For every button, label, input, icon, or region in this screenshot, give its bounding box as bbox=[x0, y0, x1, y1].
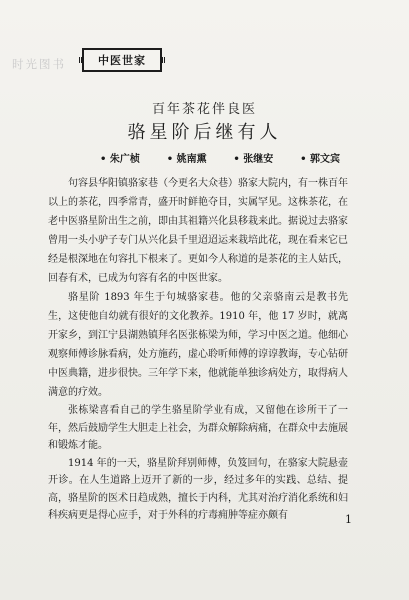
body-paragraph: 张栋梁喜看自己的学生骆星阶学业有成，又留他在诊所干了一年，然后鼓励学生大胆走上社会，为群众解除病痛，在群众中去施展和锻炼才能。 bbox=[48, 405, 348, 451]
author-name: • 郭文宾 bbox=[300, 150, 340, 165]
article-subtitle: 百年茶花伴良医 bbox=[151, 102, 257, 117]
article-body bbox=[48, 174, 348, 525]
watermark: 时光图书 bbox=[12, 57, 66, 71]
body-paragraph: 句容县华阳镇骆家巷（今更名大众巷）骆家大院内，有一株百年以上的茶花，四季常青，盛开时鲜艳夺目，实属罕见。这株茶花，在老中医骆星阶出生之前，即由其祖籍兴化县移栽来此。据说过去骆家曾用一头小驴子专门从兴化县千里迢迢运来栽培此花，现在看来它已经是根深地在句容扎下根来了。更如今人称道的是茶花的主人姑氏，回春有术，已成为句容有名的中医世家。 bbox=[48, 178, 348, 284]
author-name: • 朱广桢 bbox=[100, 150, 140, 165]
author-name: • 张继安 bbox=[233, 150, 273, 165]
article-title: 骆星阶后继有人 bbox=[127, 122, 282, 143]
body-paragraph: 1914 年的一天，骆星阶拜别师傅，负笈回句，在骆家大院悬壶开诊。在人生道路上迈开了新的一步，经过多年的实践、总结、提高，骆星阶的医术日趋成熟，擅长于内科，尤其对治疗消化系统和妇科疾病更是得心应手，对于外科的疔毒痈肿等症亦颇有 bbox=[48, 457, 348, 521]
column-badge: 中医世家 bbox=[82, 48, 162, 72]
author-list bbox=[100, 150, 340, 165]
body-paragraph: 骆星阶 1893 年生于句城骆家巷。他的父亲骆南云是教书先生，这使他自幼就有很好的文化教养。1910 年，他 17 岁时，就离开家乡，到江宁县湖熟镇拜名医张栋梁为师，学习中医之道。他细心观察师傅诊脉看病，处方施药，虚心聆听师傅的谆谆教诲，专心钻研中医典籍，进步很快。三年学下来，他就能单独诊病处方，取得病人满意的疗效。 bbox=[48, 292, 348, 398]
author-name: • 姚南熏 bbox=[167, 150, 207, 165]
page-number: 1 bbox=[345, 513, 352, 526]
